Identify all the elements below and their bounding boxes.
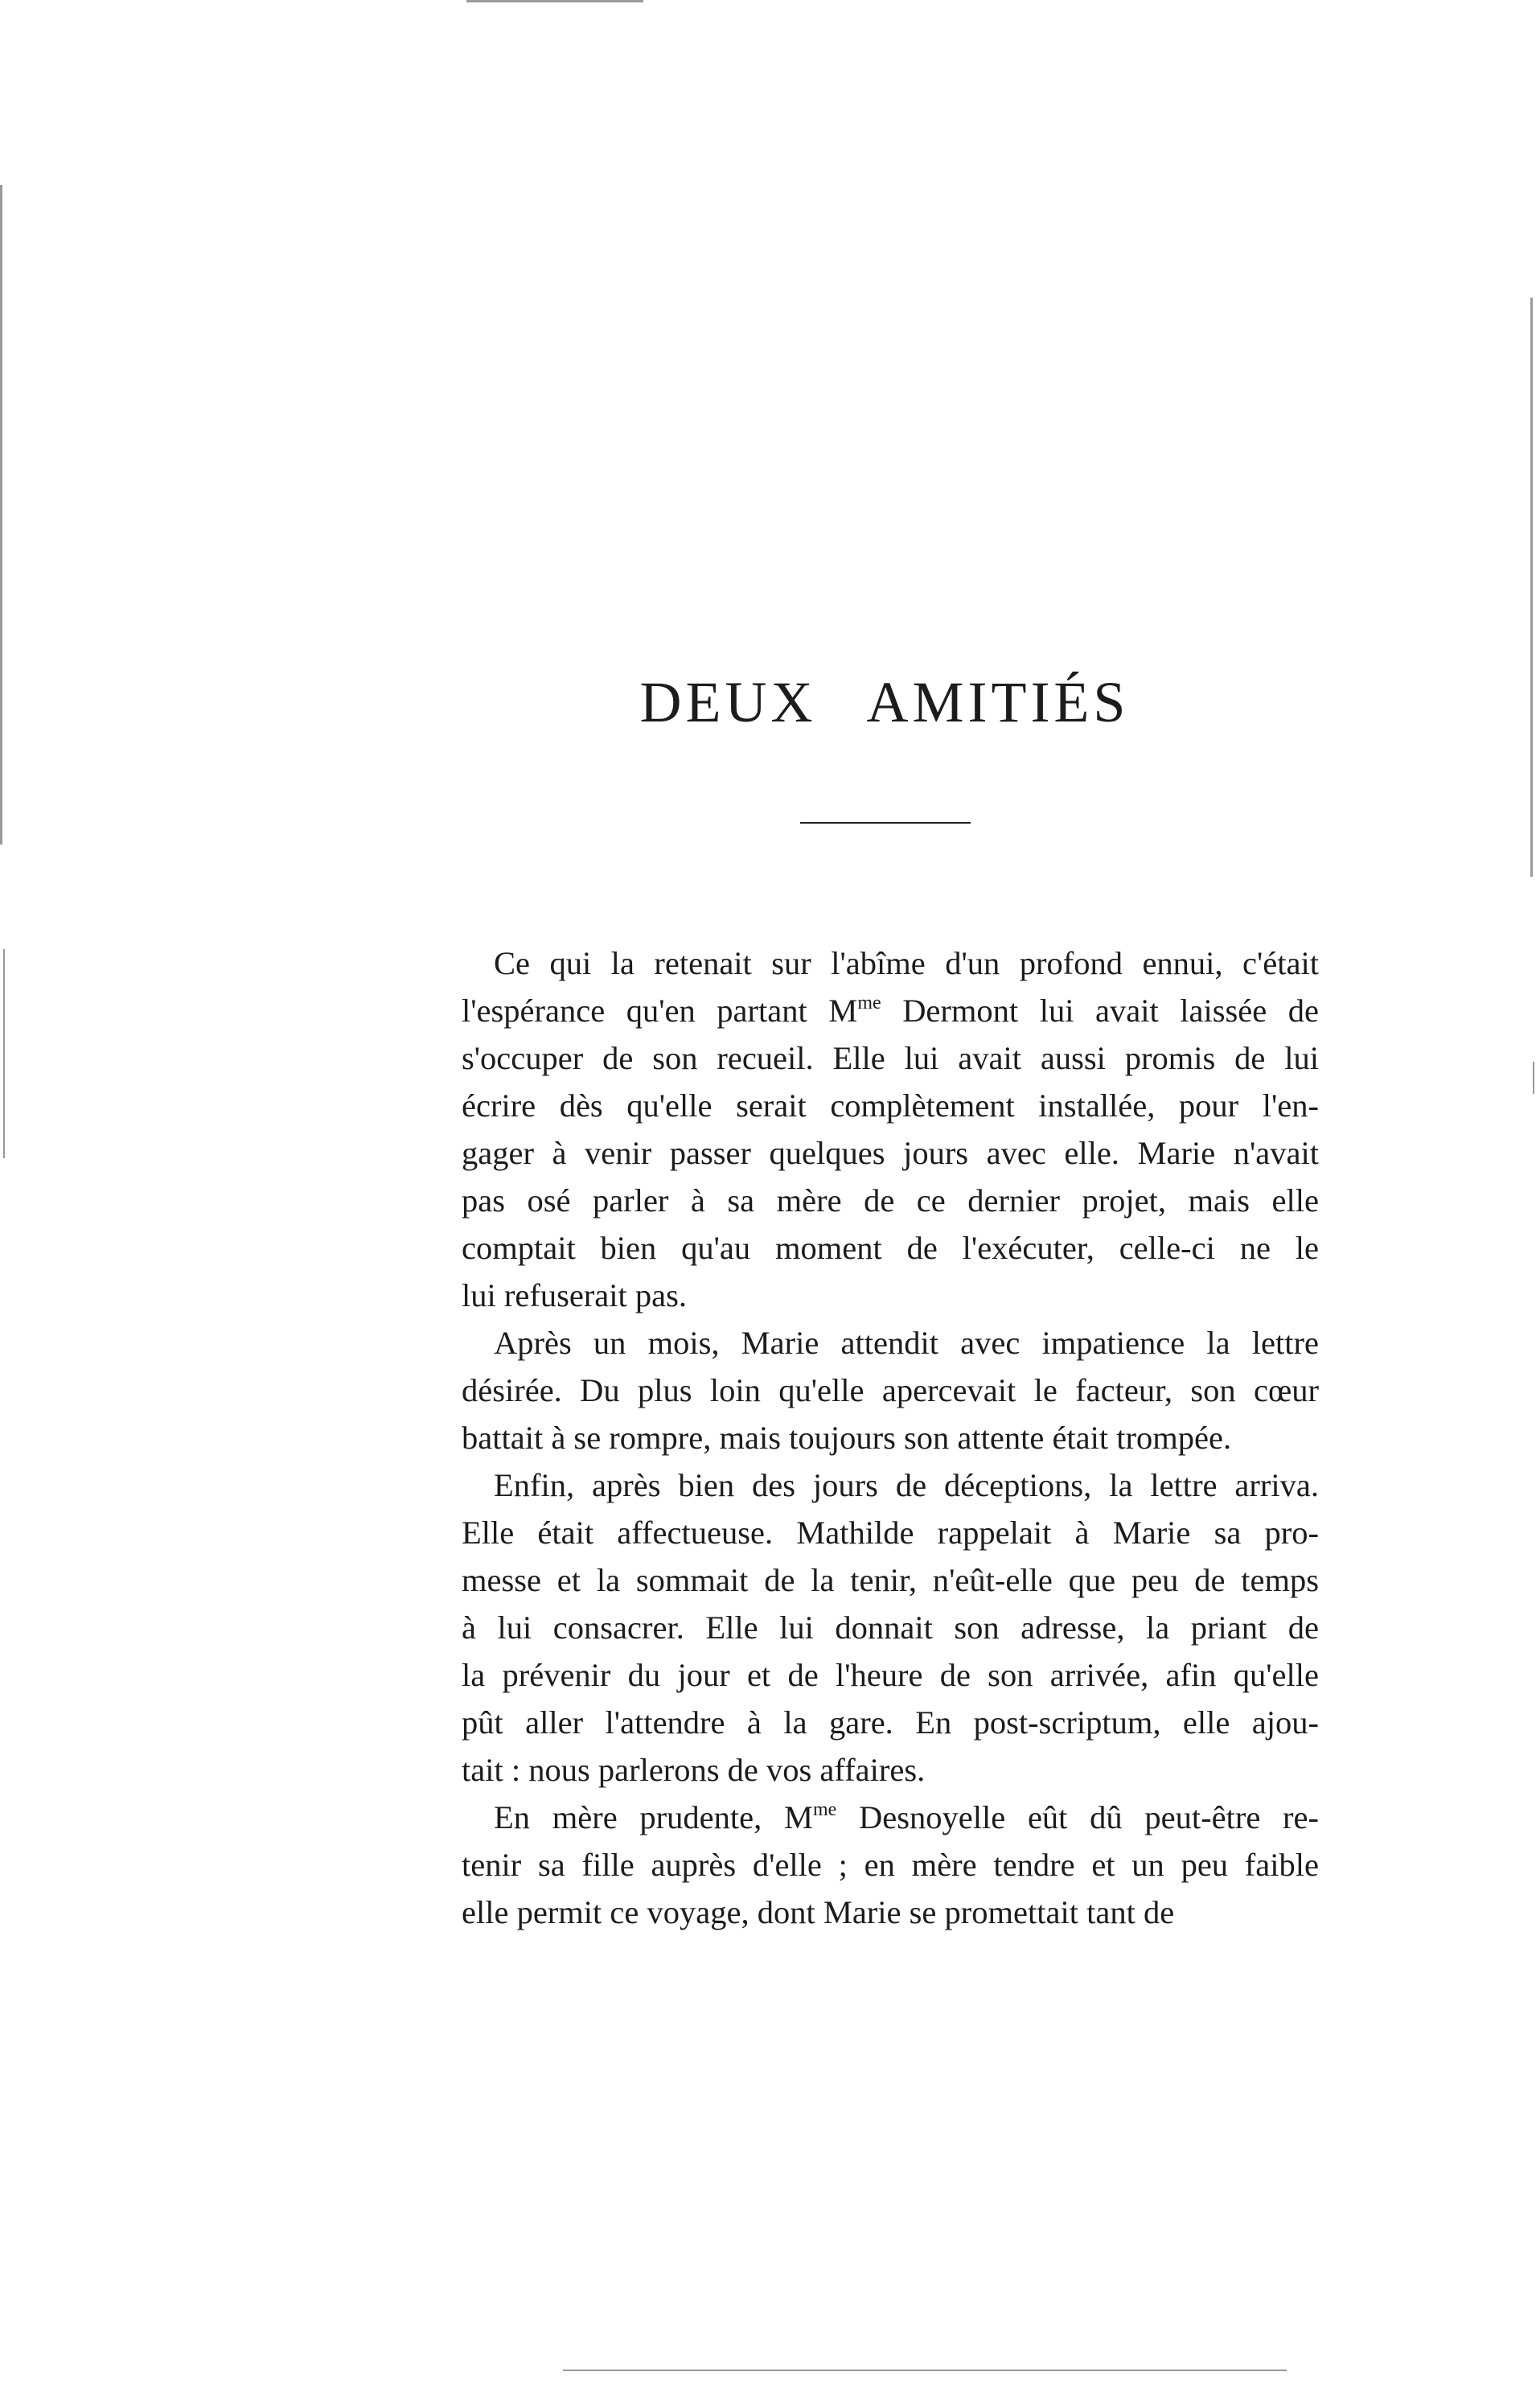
scan-edge-left-lower [3,949,5,1158]
text-segment: l'espérance qu'en partant [462,993,829,1029]
paragraph [462,1794,1319,1936]
chapter-body [462,939,1319,1936]
scan-edge-right [1530,298,1533,877]
text-segment: En mère prudente, [494,1799,784,1835]
text-line: gager à venir passer quelques jours avec elle. Marie n'avait [462,1135,1319,1171]
paragraph [462,1461,1319,1794]
text-line: s'occuper de son recueil. Elle lui avait aussi promis de lui [462,1040,1319,1076]
text-line: lui refuserait pas. [462,1277,688,1313]
text-line: messe et la sommait de la tenir, n'eût-elle que peu de temps [462,1562,1319,1598]
text-line [462,987,1319,1034]
title-word-2: AMITIÉS [866,670,1130,734]
text-line: Enfin, après bien des jours de déceptions, la lettre arriva. [494,1467,1319,1503]
text-line: Elle était affectueuse. Mathilde rappelait à Marie sa pro- [462,1515,1319,1551]
chapter-title [0,669,1540,736]
text-line: battait à se rompre, mais toujours son attente était trompée. [462,1420,1232,1456]
text-line: elle permit ce voyage, dont Marie se promettait tant de [462,1894,1175,1930]
title-word-1: DEUX [639,670,817,734]
superscript-abbreviation: me [812,1799,837,1820]
text-line: Ce qui la retenait sur l'abîme d'un profond ennui, c'était [494,945,1319,981]
text-line: désirée. Du plus loin qu'elle apercevait le facteur, son cœur [462,1372,1319,1408]
title-divider [800,822,971,824]
text-line: pas osé parler à sa mère de ce dernier projet, mais elle [462,1182,1319,1219]
text-line: Après un mois, Marie attendit avec impatience la lettre [494,1325,1319,1361]
text-segment: M [783,1799,813,1835]
text-segment: M [828,993,858,1029]
text-line: la prévenir du jour et de l'heure de son arrivée, afin qu'elle [462,1657,1319,1693]
text-line: pût aller l'attendre à la gare. En post-scriptum, elle ajou- [462,1704,1319,1741]
text-line: tenir sa fille auprès d'elle ; en mère tendre et un peu faible [462,1847,1319,1883]
text-line [462,1794,1319,1841]
text-line: comptait bien qu'au moment de l'exécuter, celle-ci ne le [462,1230,1319,1266]
scan-edge-bottom [563,2370,1287,2371]
text-line: à lui consacrer. Elle lui donnait son adresse, la priant de [462,1609,1319,1646]
scan-edge-top [466,0,643,2]
paragraph [462,1319,1319,1461]
paragraph [462,939,1319,1319]
text-line: tait : nous parlerons de vos affaires. [462,1752,926,1788]
scan-edge-right-lower [1533,1062,1534,1094]
text-segment: Dermont lui avait laissée de [881,993,1319,1029]
scan-edge-left [0,185,2,845]
text-segment: Desnoyelle eût dû peut-être re- [836,1799,1319,1835]
text-line: écrire dès qu'elle serait complètement installée, pour l'en- [462,1087,1319,1124]
superscript-abbreviation: me [857,993,881,1013]
